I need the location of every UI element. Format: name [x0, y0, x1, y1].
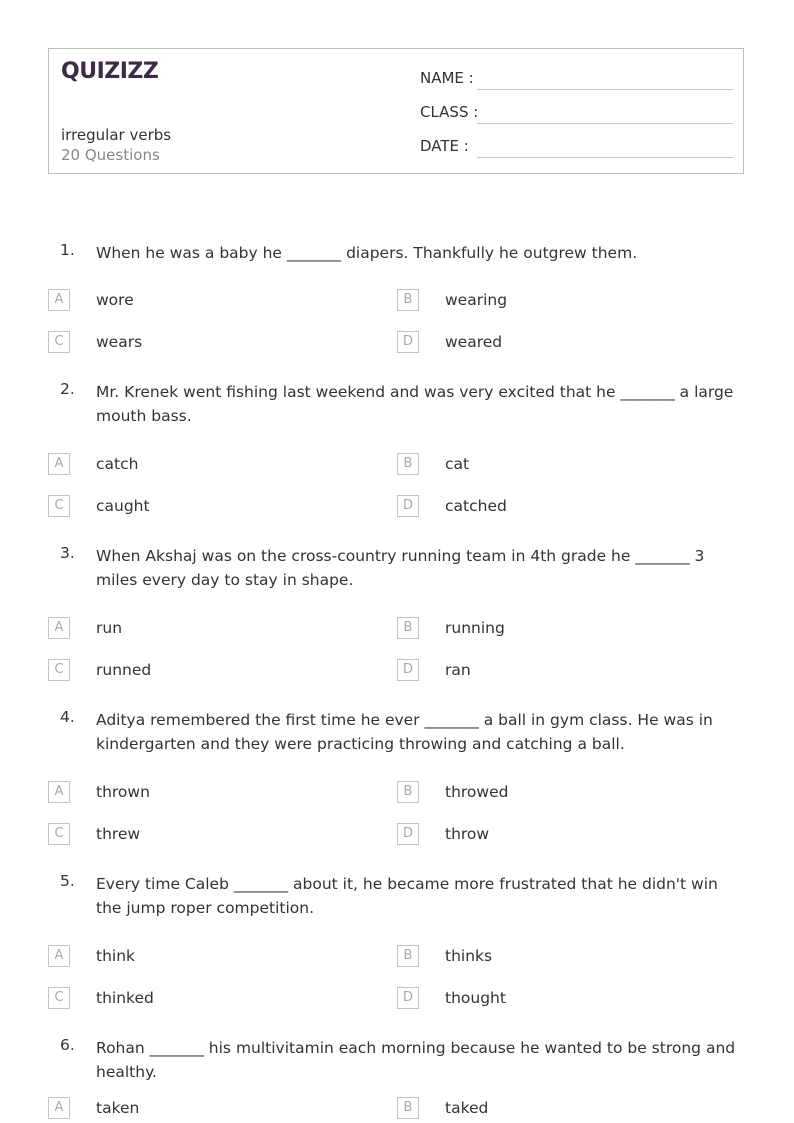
- option-letter-box: A: [48, 945, 70, 967]
- option-letter-box: B: [397, 781, 419, 803]
- question-number: 1.: [60, 241, 75, 259]
- worksheet-header: [48, 48, 744, 174]
- date-line[interactable]: [477, 157, 733, 158]
- question-number: 6.: [60, 1036, 75, 1054]
- option-letter-box: B: [397, 945, 419, 967]
- class-line[interactable]: [477, 123, 733, 124]
- option-text: wears: [96, 333, 143, 351]
- worksheet-title: irregular verbs: [61, 126, 172, 144]
- option-text: threw: [96, 825, 141, 843]
- option-letter-box: B: [397, 289, 419, 311]
- option-text: wore: [96, 291, 134, 309]
- option-letter-box: B: [397, 617, 419, 639]
- option-text: ran: [445, 661, 471, 679]
- option-text: throwed: [445, 783, 509, 801]
- question-number: 5.: [60, 872, 75, 890]
- question-text: When he was a baby he _______ diapers. Thankfully he outgrew them.: [96, 244, 638, 262]
- option-letter-box: D: [397, 659, 419, 681]
- question-text: When Akshaj was on the cross-country running team in 4th grade he _______ 3 miles every day to stay in shape.: [96, 547, 705, 589]
- option-text: taked: [445, 1099, 489, 1117]
- name-label: NAME :: [420, 69, 474, 87]
- date-label: DATE :: [420, 137, 469, 155]
- option-letter-box: A: [48, 453, 70, 475]
- class-label: CLASS :: [420, 103, 479, 121]
- question-text: Aditya remembered the first time he ever _______ a ball in gym class. He was in kindergarten and they were practicing throwing and catching a ball.: [96, 711, 713, 753]
- option-text: cat: [445, 455, 470, 473]
- option-text: thrown: [96, 783, 150, 801]
- question-number: 4.: [60, 708, 75, 726]
- question-number: 2.: [60, 380, 75, 398]
- option-text: running: [445, 619, 505, 637]
- option-letter-box: C: [48, 331, 70, 353]
- option-letter-box: B: [397, 453, 419, 475]
- option-letter-box: D: [397, 331, 419, 353]
- option-text: wearing: [445, 291, 508, 309]
- option-letter-box: A: [48, 289, 70, 311]
- question-text: Every time Caleb _______ about it, he became more frustrated that he didn't win the jump roper competition.: [96, 875, 718, 917]
- option-letter-box: C: [48, 823, 70, 845]
- option-letter-box: C: [48, 495, 70, 517]
- option-letter-box: B: [397, 1097, 419, 1119]
- option-text: thought: [445, 989, 506, 1007]
- quizizz-logo: QUIZIZZ: [61, 59, 159, 84]
- question-number: 3.: [60, 544, 75, 562]
- option-text: taken: [96, 1099, 140, 1117]
- question-count: 20 Questions: [61, 146, 160, 164]
- option-letter-box: A: [48, 1097, 70, 1119]
- option-text: run: [96, 619, 123, 637]
- option-text: catched: [445, 497, 507, 515]
- option-letter-box: D: [397, 987, 419, 1009]
- option-text: weared: [445, 333, 503, 351]
- option-letter-box: D: [397, 823, 419, 845]
- option-letter-box: C: [48, 987, 70, 1009]
- option-letter-box: A: [48, 617, 70, 639]
- option-text: runned: [96, 661, 152, 679]
- name-line[interactable]: [477, 89, 733, 90]
- option-letter-box: C: [48, 659, 70, 681]
- option-text: caught: [96, 497, 150, 515]
- option-letter-box: D: [397, 495, 419, 517]
- option-text: think: [96, 947, 136, 965]
- option-text: catch: [96, 455, 139, 473]
- option-text: thinks: [445, 947, 493, 965]
- option-text: throw: [445, 825, 490, 843]
- option-letter-box: A: [48, 781, 70, 803]
- option-text: thinked: [96, 989, 154, 1007]
- question-text: Rohan _______ his multivitamin each morning because he wanted to be strong and healthy.: [96, 1039, 736, 1081]
- question-text: Mr. Krenek went fishing last weekend and was very excited that he _______ a large mouth bass.: [96, 383, 734, 425]
